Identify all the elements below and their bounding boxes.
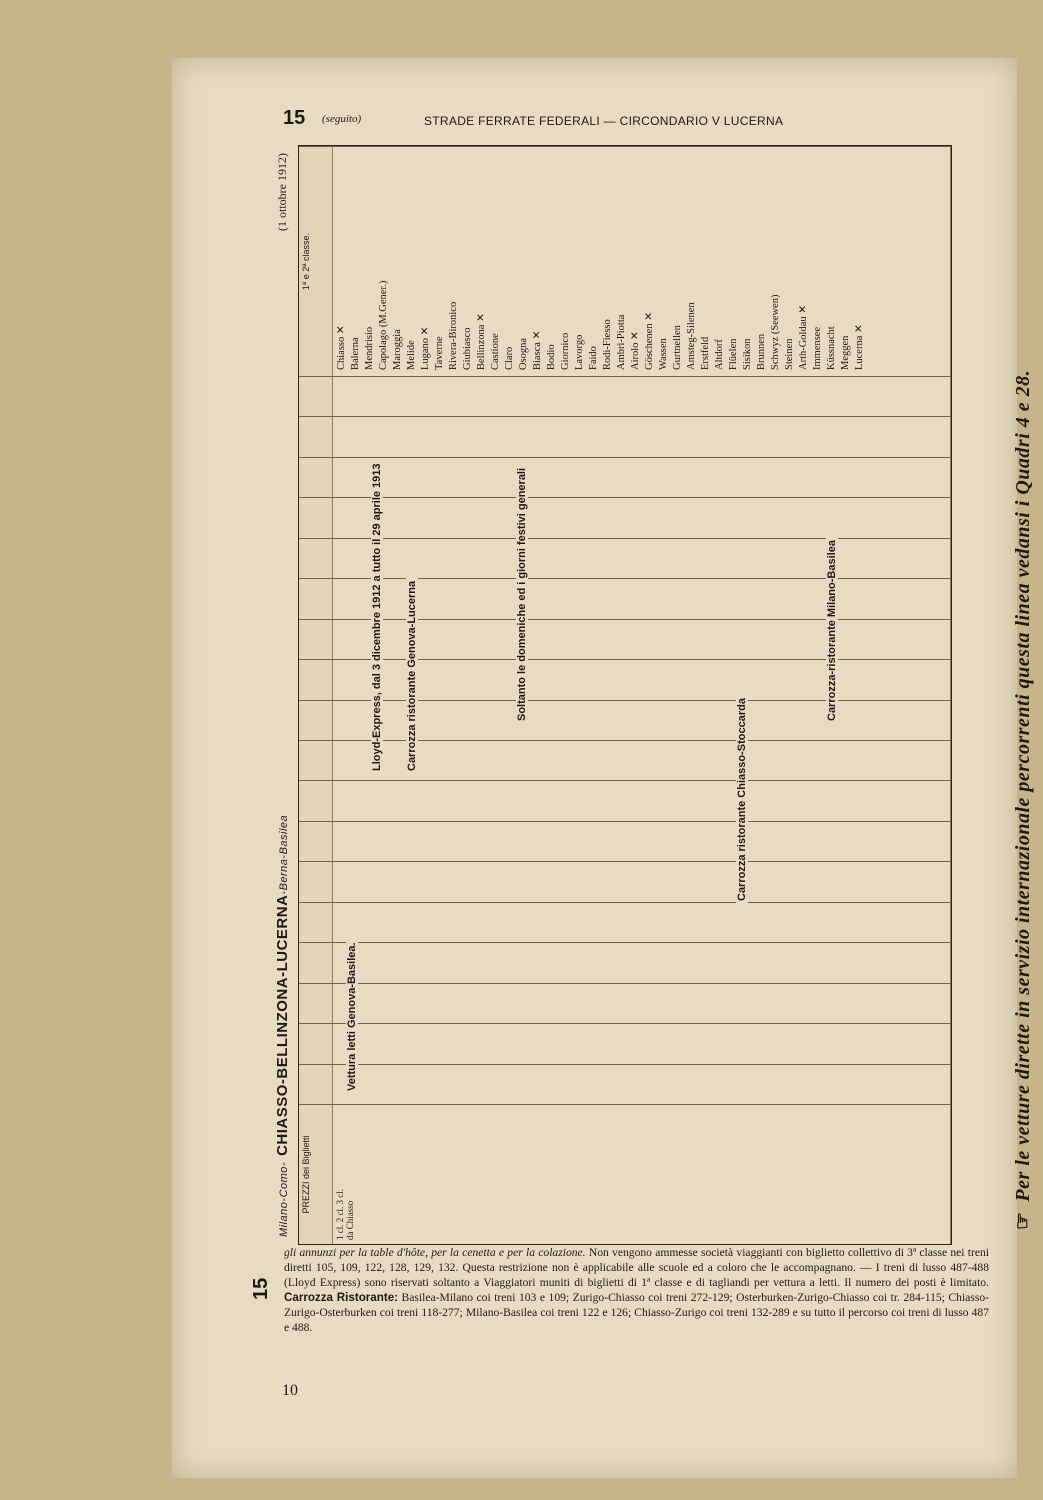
service-band: Carrozza-ristorante Milano-Basilea [826,536,838,725]
station-name: Claro [504,346,515,371]
station-name: Faido [588,346,599,371]
station-name: Lucerna ✕ [854,324,865,371]
station-name: Bodio [546,344,557,371]
station-name: Amsteg-Silenen [686,302,697,371]
service-band: Soltanto le domeniche ed i giorni festivi generali [516,464,528,725]
train-times-column [333,416,951,456]
station-name: Brunnen [756,333,767,371]
timetable-caption [266,145,298,1245]
train-times-column [333,740,951,780]
station-name: Mendrisio [364,326,375,371]
station-name: Rodi-Fiesso [602,319,613,371]
train-column-header [299,740,333,780]
station-name: Lugano ✕ [420,326,431,371]
price-classes: 1 cl. 2 cl. 3 cl. [335,1189,345,1240]
service-band: Lloyd-Express, dal 3 dicembre 1912 a tutto il 29 aprile 1913 [371,459,383,775]
station-name: Chiasso ✕ [336,325,347,371]
station-name: Küssnacht [826,326,837,371]
station-name: Melide [406,340,417,371]
station-name: Airolo ✕ [630,331,641,371]
station-name: Lavorgo [574,334,585,371]
station-name: Biasca ✕ [532,330,543,371]
restaurant-label: Carrozza Ristorante: [284,1291,399,1304]
train-column-header [299,659,333,699]
timetable-rotated [266,145,986,1245]
footnote-lead: gli annunzi per la table d'hôte, per la cenetta e per la colazione. [284,1246,586,1259]
footnote [284,1245,989,1335]
train-times-column [333,1023,951,1063]
station-name: Giubiasco [462,327,473,371]
route-prefix: Milano-Como- [277,1161,290,1237]
route-suffix: -Berna-Basilea [277,814,290,895]
vertical-note [1010,370,1035,1230]
train-times-column [333,902,951,942]
price-column [333,1104,951,1244]
station-name: Capolago (M.Gener.) [378,280,389,371]
station-name: Steinen [784,338,795,371]
station-name: Schwyz (Seewen) [770,294,781,371]
train-times-column [333,700,951,740]
route-main: CHIASSO-BELLINZONA-LUCERNA [273,894,291,1156]
station-name: Sisikon [742,338,753,371]
class-header: 1ª e 2ª classe. [299,146,333,376]
service-band: Vettura letti Genova-Basilea. [346,938,358,1095]
station-name: Bellinzona ✕ [476,313,487,371]
station-name: Taverne [434,336,445,371]
station-name: Giornico [560,332,571,371]
station-name: Castione [490,333,501,371]
page-number: 10 [282,1382,298,1399]
train-times-column [333,780,951,820]
table-number-note: (seguito) [322,113,362,125]
station-name: Wassen [658,338,669,371]
train-column-header [299,983,333,1023]
train-column-header [299,780,333,820]
price-from: da Chiasso [345,1200,355,1240]
train-times-column [333,619,951,659]
price-header [299,1104,333,1244]
train-times-column [333,538,951,578]
train-times-column [333,578,951,618]
train-column-header [299,538,333,578]
pointing-hand-icon: ☞ [1012,1211,1034,1230]
train-times-column [333,983,951,1023]
station-name: Rivera-Bironico [448,301,459,371]
station-list [333,146,951,376]
train-column-header [299,497,333,537]
station-name: Göschenen ✕ [644,311,655,371]
train-times-column [333,821,951,861]
train-column-header [299,700,333,740]
side-number: 15 [250,1277,272,1300]
train-times-column [333,497,951,537]
service-band: Carrozza ristorante Genova-Lucerna [406,577,418,775]
station-name: Arth-Goldau ✕ [798,304,809,371]
vertical-note-text: Per le vetture dirette in servizio internazionale percorrenti questa linea vedansi i Quadri 4 e 28. [1012,369,1034,1202]
train-column-header [299,902,333,942]
timetable-grid [298,145,952,1245]
train-times-column [333,861,951,901]
train-column-header [299,942,333,982]
station-name: Altdorf [714,339,725,371]
station-name: Erstfeld [700,336,711,371]
page-title: STRADE FERRATE FEDERALI — CIRCONDARIO V LUCERNA [424,114,784,128]
table-number: 15 [283,107,306,129]
train-column-header [299,416,333,456]
station-name: Immensee [812,326,823,371]
station-name: Meggen [840,335,851,371]
station-name: Balerna [350,337,361,371]
edition-date: (1 ottobre 1912) [274,153,289,231]
train-column-header [299,619,333,659]
train-times-column [333,457,951,497]
station-name: Gurtnellen [672,325,683,371]
train-column-header [299,1064,333,1104]
train-times-column [333,1064,951,1104]
service-band: Carrozza ristorante Chiasso-Stoccarda [736,694,748,905]
station-name: Maroggia [392,329,403,371]
train-times-column [333,659,951,699]
station-name: Flüelen [728,338,739,371]
station-name: Osogna [518,337,529,371]
train-column-header [299,1023,333,1063]
train-times-column [333,942,951,982]
train-column-header [299,821,333,861]
price-header-text: PREZZI dei Biglietti [301,1135,311,1214]
train-column-header [299,376,333,416]
route-title [274,809,291,1237]
train-column-header [299,861,333,901]
station-name: Ambrì-Piotta [616,314,627,371]
train-column-header [299,457,333,497]
footnote-body: Non vengono ammesse società viaggianti con biglietto collettivo di 3ª classe nei treni diretti 105, 109, 122, 128, 129, 132. Questa restrizione non è applicabile alle scuole ed a coloro che le accompagnano. — I treni di lusso 487-488 (Lloyd Express) sono riservati soltanto a Viaggiatori muniti di biglietti di 1ª classe e di tagliandi per vettura a letti. Il numero dei posti è limitato. [284,1246,989,1289]
restaurant-text: Basilea-Milano coi treni 103 e 109; Zurigo-Chiasso coi treni 272-129; Osterburken-Zurigo-Chiasso coi tr. 284-115; Chiasso-Zurigo-Osterburken coi treni 118-277; Milano-Basilea coi treni 122 e 126; Chiasso-Zurigo coi treni 132-289 e su tutto il percorso coi treni di lusso 487 e 488. [284,1291,989,1334]
train-times-column [333,376,951,416]
train-column-header [299,578,333,618]
